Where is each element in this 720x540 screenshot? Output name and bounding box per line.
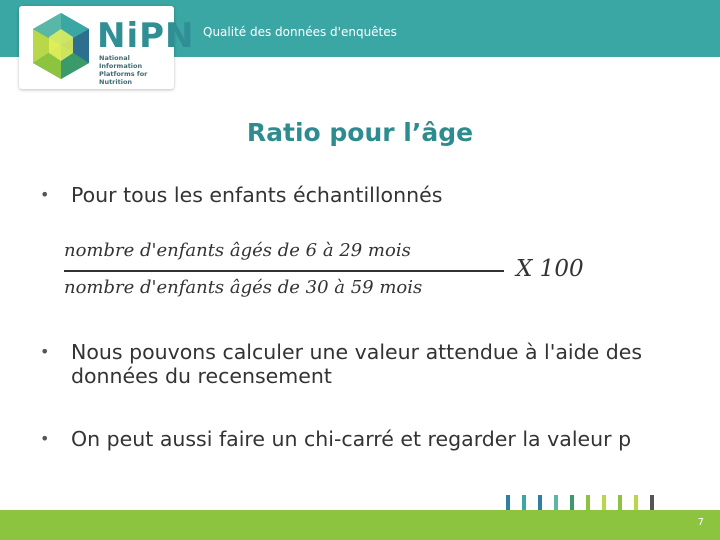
bullet-text: On peut aussi faire un chi-carré et regarder la valeur p (71, 427, 632, 451)
bullet-dot-icon: • (40, 429, 50, 448)
formula-numerator: nombre d'enfants âgés de 6 à 29 mois (64, 240, 411, 261)
logo-subtitle-line-1: National Information (99, 54, 143, 70)
bullet-text: Nous pouvons calculer une valeur attendue à l'aide des données du recensement (71, 340, 643, 388)
header-title: Qualité des données d'enquêtes (203, 25, 397, 39)
nipn-logo (19, 6, 195, 89)
formula-denominator: nombre d'enfants âgés de 30 à 59 mois (64, 277, 423, 298)
footer-bar (0, 510, 720, 540)
formula-multiplier: X 100 (516, 256, 584, 282)
nipn-logo-icon (29, 11, 93, 83)
logo-wordmark: NiPN (97, 16, 195, 56)
bullet-dot-icon: • (40, 185, 50, 204)
logo-subtitle (99, 54, 174, 86)
page-number: 7 (697, 517, 704, 528)
fraction-bar (64, 270, 504, 272)
bullet-dot-icon: • (40, 342, 50, 361)
slide-title: Ratio pour l’âge (246, 118, 474, 147)
bullet-text: Pour tous les enfants échantillonnés (71, 183, 443, 207)
logo-subtitle-line-2: Platforms for Nutrition (99, 70, 148, 86)
